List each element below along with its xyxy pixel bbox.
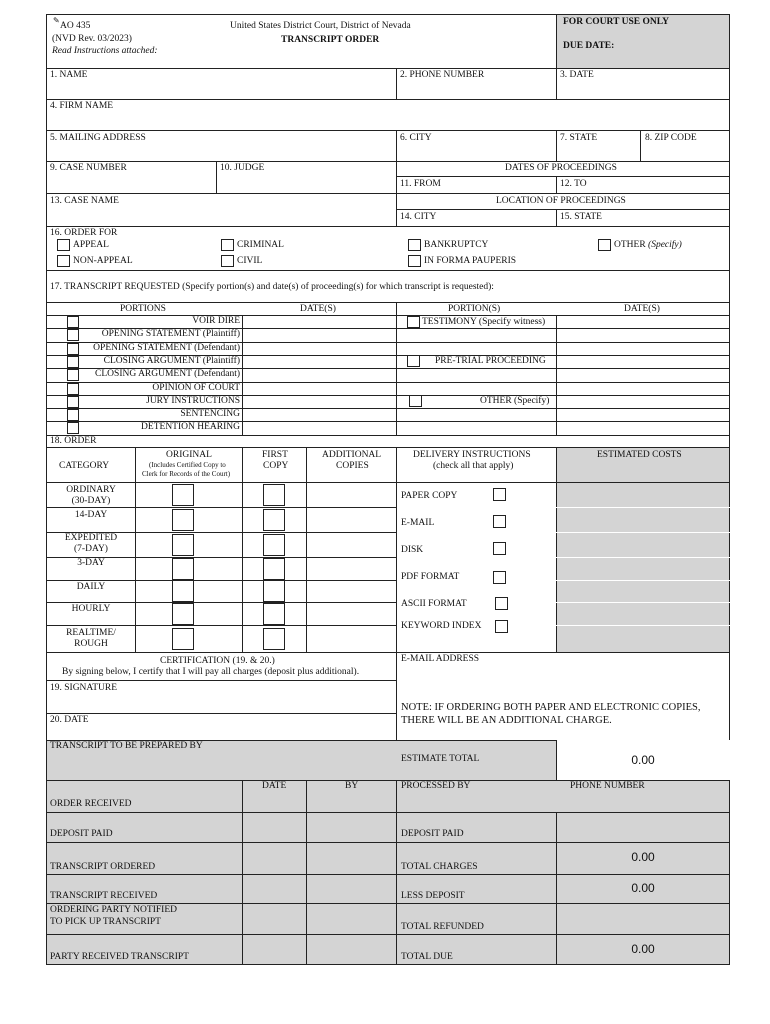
ascii-checkbox[interactable]: [495, 597, 508, 610]
portion-item: CLOSING ARGUMENT (Plaintiff): [103, 355, 240, 366]
other-transcript-label: OTHER (Specify): [480, 396, 550, 406]
portion-item: JURY INSTRUCTIONS: [146, 395, 240, 406]
deposit-paid-right-label: DEPOSIT PAID: [401, 829, 464, 839]
original-box[interactable]: [172, 509, 194, 531]
additional-header-2: COPIES: [336, 461, 369, 471]
transcript-ordered-label: TRANSCRIPT ORDERED: [50, 862, 156, 872]
estimate-total-label: ESTIMATE TOTAL: [401, 754, 480, 764]
dates-of-proceedings-label: DATES OF PROCEEDINGS: [505, 163, 617, 173]
original-box[interactable]: [172, 534, 194, 556]
prepared-by-label: TRANSCRIPT TO BE PREPARED BY: [50, 741, 203, 751]
first-copy-header-1: FIRST: [262, 450, 288, 460]
other-label: [614, 240, 682, 251]
original-box[interactable]: [172, 603, 194, 625]
original-note-1: (Includes Certified Copy to: [149, 461, 226, 469]
original-box[interactable]: [172, 628, 194, 650]
zip-field[interactable]: 8. ZIP CODE: [645, 133, 697, 143]
date-column-header: DATE: [262, 781, 287, 791]
delivery-disk: DISK: [401, 545, 424, 555]
disk-checkbox[interactable]: [493, 542, 506, 555]
other-text: OTHER: [614, 240, 646, 250]
cat-realtime: REALTIME/: [66, 628, 116, 638]
portion-checkbox[interactable]: [67, 356, 79, 368]
form-border: [46, 14, 730, 965]
criminal-checkbox[interactable]: [221, 239, 234, 251]
delivery-paper: PAPER COPY: [401, 491, 458, 501]
order-label: 18. ORDER: [50, 436, 97, 446]
total-charges-label: TOTAL CHARGES: [401, 862, 478, 872]
total-charges-value: 0.00: [631, 850, 655, 864]
delivery-header-2: (check all that apply): [433, 461, 514, 471]
to-field[interactable]: 12. TO: [560, 179, 587, 189]
from-field[interactable]: 11. FROM: [400, 179, 441, 189]
portion-item: VOIR DIRE: [192, 316, 240, 326]
first-copy-box[interactable]: [263, 580, 285, 602]
cat-ordinary: ORDINARY: [66, 485, 116, 495]
form-id: AO 435: [60, 21, 91, 31]
portion-checkbox[interactable]: [67, 396, 79, 408]
original-header: ORIGINAL: [166, 450, 212, 460]
city-field[interactable]: 6. CITY: [400, 133, 432, 143]
first-copy-box[interactable]: [263, 628, 285, 650]
certification-title: CERTIFICATION (19. & 20.): [160, 656, 275, 666]
portion-checkbox[interactable]: [67, 316, 79, 328]
form-title: TRANSCRIPT ORDER: [281, 35, 380, 45]
total-refunded-label: TOTAL REFUNDED: [401, 922, 484, 932]
email-checkbox[interactable]: [493, 515, 506, 528]
original-box[interactable]: [172, 580, 194, 602]
note-line-1: NOTE: IF ORDERING BOTH PAPER AND ELECTRONIC COPIES,: [401, 702, 701, 713]
phone-number-label: PHONE NUMBER: [570, 781, 645, 791]
bankruptcy-label: BANKRUPTCY: [424, 240, 489, 250]
note-line-2: THERE WILL BE AN ADDITIONAL CHARGE.: [401, 715, 612, 726]
non-appeal-label: NON-APPEAL: [73, 256, 133, 266]
pdf-checkbox[interactable]: [493, 571, 506, 584]
first-copy-box[interactable]: [263, 534, 285, 556]
delivery-pdf: PDF FORMAT: [401, 572, 460, 582]
civil-label: CIVIL: [237, 256, 263, 266]
by-column-header: BY: [345, 781, 359, 791]
cat-hourly: HOURLY: [71, 604, 111, 614]
portion-checkbox[interactable]: [67, 329, 79, 341]
portion-checkbox[interactable]: [67, 422, 79, 434]
form-rev: (NVD Rev. 03/2023): [52, 34, 132, 44]
ifp-checkbox[interactable]: [408, 255, 421, 267]
email-address-field[interactable]: E-MAIL ADDRESS: [401, 654, 480, 664]
transcript-requested-label: 17. TRANSCRIPT REQUESTED (Specify portion(s) and date(s) of proceeding(s) for which transcript is requested):: [50, 282, 494, 292]
portion-checkbox[interactable]: [67, 369, 79, 381]
dates-header: DATE(S): [300, 304, 336, 314]
keyword-index-checkbox[interactable]: [495, 620, 508, 633]
non-appeal-checkbox[interactable]: [57, 255, 70, 267]
certification-text: By signing below, I certify that I will pay all charges (deposit plus additional).: [62, 667, 360, 677]
first-copy-box[interactable]: [263, 484, 285, 506]
other-specify: (Specify): [648, 240, 682, 250]
portion-header-right: PORTION(S): [448, 304, 501, 314]
due-date-label: DUE DATE:: [563, 41, 615, 51]
cat-daily: DAILY: [76, 582, 106, 592]
name-field[interactable]: 1. NAME: [50, 70, 88, 80]
phone-field[interactable]: 2. PHONE NUMBER: [400, 70, 485, 80]
appeal-label: APPEAL: [73, 240, 109, 250]
portion-checkbox[interactable]: [67, 383, 79, 395]
case-name-field[interactable]: 13. CASE NAME: [50, 196, 119, 206]
instructions-note: Read Instructions attached:: [52, 46, 158, 56]
total-due-label: TOTAL DUE: [401, 952, 453, 962]
first-copy-header-2: COPY: [263, 461, 289, 471]
delivery-ascii: ASCII FORMAT: [401, 599, 467, 609]
estimate-total-value: 0.00: [631, 753, 655, 767]
portions-header: PORTIONS: [120, 304, 166, 314]
pretrial-checkbox[interactable]: [407, 355, 420, 367]
pretrial-label: PRE-TRIAL PROCEEDING: [435, 356, 546, 366]
civil-checkbox[interactable]: [221, 255, 234, 267]
less-deposit-label: LESS DEPOSIT: [401, 891, 465, 901]
bankruptcy-checkbox[interactable]: [408, 239, 421, 251]
original-note-2: Clerk for Records of the Court): [142, 470, 231, 478]
court-use-label: FOR COURT USE ONLY: [563, 17, 670, 27]
dates-header-right: DATE(S): [624, 304, 660, 314]
portion-checkbox[interactable]: [67, 343, 79, 355]
location-of-proceedings-label: LOCATION OF PROCEEDINGS: [496, 196, 626, 206]
pencil-icon: ✎: [53, 16, 60, 25]
portion-item: SENTENCING: [180, 409, 240, 420]
delivery-header-1: DELIVERY INSTRUCTIONS: [413, 450, 531, 460]
date-signature-field[interactable]: 20. DATE: [50, 715, 89, 725]
notified-label-1: ORDERING PARTY NOTIFIED: [50, 905, 177, 915]
original-box[interactable]: [172, 484, 194, 506]
case-number-field[interactable]: 9. CASE NUMBER: [50, 163, 127, 173]
cat-14day: 14-DAY: [74, 510, 108, 520]
criminal-label: CRIMINAL: [237, 240, 284, 250]
mailing-address-field[interactable]: 5. MAILING ADDRESS: [50, 133, 146, 143]
estimated-costs-header: ESTIMATED COSTS: [597, 450, 682, 460]
judge-field[interactable]: 10. JUDGE: [220, 163, 265, 173]
city2-field[interactable]: 14. CITY: [400, 212, 437, 222]
state2-field[interactable]: 15. STATE: [560, 212, 602, 222]
portion-checkbox[interactable]: [67, 409, 79, 421]
cat-7day: (7-DAY): [74, 544, 108, 554]
cat-3day: 3-DAY: [77, 558, 105, 568]
portion-item: OPENING STATEMENT (Defendant): [93, 342, 240, 353]
deposit-paid-label: DEPOSIT PAID: [50, 829, 113, 839]
cat-rough: ROUGH: [74, 639, 108, 649]
processed-by-label: PROCESSED BY: [401, 781, 471, 791]
cat-expedited: EXPEDITED: [64, 533, 118, 543]
delivery-email: E-MAIL: [401, 518, 435, 528]
testimony-checkbox[interactable]: [407, 316, 420, 328]
notified-label-2: TO PICK UP TRANSCRIPT: [50, 917, 161, 927]
firm-field[interactable]: 4. FIRM NAME: [50, 101, 114, 111]
total-due-value: 0.00: [631, 942, 655, 956]
portion-item: OPENING STATEMENT (Plaintiff): [101, 329, 240, 340]
signature-field[interactable]: 19. SIGNATURE: [50, 683, 118, 693]
portion-item: DETENTION HEARING: [141, 422, 240, 433]
order-for-label: 16. ORDER FOR: [50, 228, 118, 238]
party-received-label: PARTY RECEIVED TRANSCRIPT: [50, 952, 189, 962]
other-checkbox[interactable]: [598, 239, 611, 251]
appeal-checkbox[interactable]: [57, 239, 70, 251]
cat-30day: (30-DAY): [71, 496, 111, 506]
less-deposit-value: 0.00: [631, 881, 655, 895]
first-copy-box[interactable]: [263, 558, 285, 580]
transcript-received-label: TRANSCRIPT RECEIVED: [50, 891, 158, 901]
date-field[interactable]: 3. DATE: [560, 70, 594, 80]
first-copy-box[interactable]: [263, 603, 285, 625]
state-field[interactable]: 7. STATE: [560, 133, 598, 143]
testimony-label: TESTIMONY (Specify witness): [422, 317, 546, 327]
original-box[interactable]: [172, 558, 194, 580]
first-copy-box[interactable]: [263, 509, 285, 531]
category-header: CATEGORY: [59, 461, 110, 471]
portion-item: CLOSING ARGUMENT (Defendant): [95, 369, 240, 380]
other-transcript-checkbox[interactable]: [409, 395, 422, 407]
order-received-label: ORDER RECEIVED: [50, 799, 132, 809]
court-name: United States District Court, District of Nevada: [230, 21, 411, 31]
additional-header-1: ADDITIONAL: [322, 450, 382, 460]
paper-copy-checkbox[interactable]: [493, 488, 506, 501]
ifp-label: IN FORMA PAUPERIS: [424, 256, 517, 266]
delivery-keyword: KEYWORD INDEX: [401, 621, 482, 631]
portion-item: OPINION OF COURT: [152, 382, 240, 393]
